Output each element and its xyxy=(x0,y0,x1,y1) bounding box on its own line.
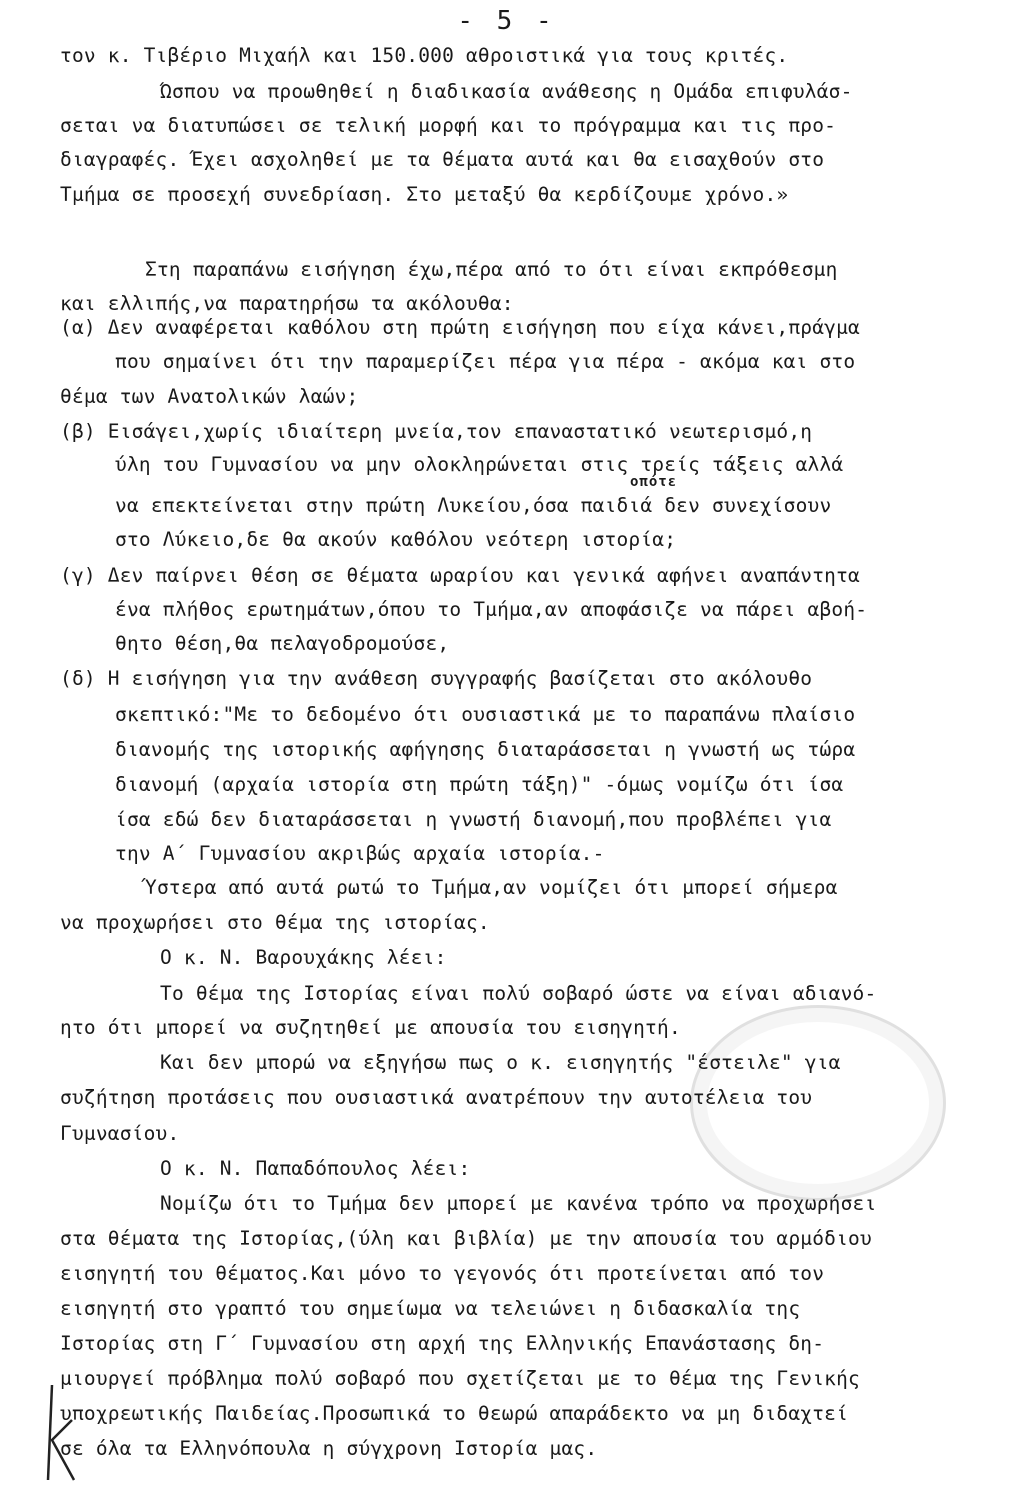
text-line: ένα πλήθος ερωτημάτων,όπου το Τμήμα,αν αποφάσιζε να πάρει αβοή- xyxy=(115,598,868,621)
text-line: και ελλιπής,να παρατηρήσω τα ακόλουθα: xyxy=(60,292,514,315)
text-line: (α) Δεν αναφέρεται καθόλου στη πρώτη εισήγηση που είχα κάνει,πράγμα xyxy=(60,316,860,339)
text-line: ητο ότι μπορεί να συζητηθεί με απουσία του εισηγητή. xyxy=(60,1016,681,1039)
text-line: Νομίζω ότι το Τμήμα δεν μπορεί με κανένα τρόπο να προχωρήσει xyxy=(160,1192,877,1215)
text-line: στο Λύκειο,δε θα ακούν καθόλου νεότερη ιστορία; xyxy=(115,528,677,551)
handwritten-insertion: οπότε xyxy=(630,474,678,490)
text-line: (δ) Η εισήγηση για την ανάθεση συγγραφής βασίζεται στο ακόλουθο xyxy=(60,667,813,690)
text-line: εισηγητή στο γραπτό του σημείωμα να τελειώνει η διδασκαλία της xyxy=(60,1297,801,1320)
text-line: Γυμνασίου. xyxy=(60,1122,180,1145)
text-line: σε όλα τα Ελληνόπουλα η σύγχρονη Ιστορία μας. xyxy=(60,1437,598,1460)
text-line: Ο κ. Ν. Βαρουχάκης λέει: xyxy=(160,946,447,969)
text-line: σεται να διατυπώσει σε τελική μορφή και το πρόγραμμα και τις προ- xyxy=(60,114,837,137)
text-line: Ιστορίας στη Γ΄ Γυμνασίου στη αρχή της Ελληνικής Επανάστασης δη- xyxy=(60,1332,825,1355)
text-line: μιουργεί πρόβλημα πολύ σοβαρό που σχετίζεται με το θέμα της Γενικής xyxy=(60,1367,860,1390)
text-line: (β) Εισάγει,χωρίς ιδιαίτερη μνεία,τον επαναστατικό νεωτερισμό,η xyxy=(60,420,813,443)
text-line: σκεπτικό:"Με το δεδομένο ότι ουσιαστικά με το παραπάνω πλαίσιο xyxy=(115,703,856,726)
text-line: Στη παραπάνω εισήγηση έχω,πέρα από το ότι είναι εκπρόθεσμη xyxy=(145,258,838,281)
text-line: ίσα εδώ δεν διαταράσσεται η γνωστή διανομή,που προβλέπει για xyxy=(115,808,832,831)
text-line: εισηγητή του θέματος.Και μόνο το γεγονός ότι προτείνεται από τον xyxy=(60,1262,825,1285)
faded-stamp xyxy=(690,1005,946,1201)
text-line: θέμα των Ανατολικών λαών; xyxy=(60,385,359,408)
text-line: Και δεν μπορώ να εξηγήσω πως ο κ. εισηγητής "έστειλε" για xyxy=(160,1051,841,1074)
text-line: διανομής της ιστορικής αφήγησης διαταράσσεται η γνωστή ως τώρα xyxy=(115,738,856,761)
text-line: στα θέματα της Ιστορίας,(ύλη και βιβλία) με την απουσία του αρμόδιου xyxy=(60,1227,872,1250)
text-line: να επεκτείνεται στην πρώτη Λυκείου,όσα παιδιά δεν συνεχίσουν xyxy=(115,494,832,517)
text-line: υποχρεωτικής Παιδείας.Προσωπικά το θεωρώ απαράδεκτο να μη διδαχτεί xyxy=(60,1402,849,1425)
text-line: Ύστερα από αυτά ρωτώ το Τμήμα,αν νομίζει ότι μπορεί σήμερα xyxy=(145,876,838,899)
text-line: ύλη του Γυμνασίου να μην ολοκληρώνεται στις τρείς τάξεις αλλά xyxy=(115,453,844,476)
text-line: τον κ. Τιβέριο Μιχαήλ και 150.000 αθροιστικά για τους κριτές. xyxy=(60,44,789,67)
margin-mark-icon xyxy=(22,1380,82,1490)
text-line: που σημαίνει ότι την παραμερίζει πέρα για πέρα - ακόμα και στο xyxy=(115,350,856,373)
text-line: διαγραφές. Έχει ασχοληθεί με τα θέματα αυτά και θα εισαχθούν στο xyxy=(60,148,825,171)
text-line: Ο κ. Ν. Παπαδόπουλος λέει: xyxy=(160,1157,471,1180)
text-line: θητο θέση,θα πελαγοδρομούσε, xyxy=(115,632,450,655)
text-line: να προχωρήσει στο θέμα της ιστορίας. xyxy=(60,911,490,934)
text-line: (γ) Δεν παίρνει θέση σε θέματα ωραρίου και γενικά αφήνει αναπάντητα xyxy=(60,564,860,587)
text-line: την Α΄ Γυμνασίου ακριβώς αρχαία ιστορία.- xyxy=(115,842,605,865)
text-line: συζήτηση προτάσεις που ουσιαστικά ανατρέπουν την αυτοτέλεια του xyxy=(60,1086,813,1109)
text-line: διανομή (αρχαία ιστορία στη πρώτη τάξη)" -όμως νομίζω ότι ίσα xyxy=(115,773,844,796)
text-line: Ώσπου να προωθηθεί η διαδικασία ανάθεσης η Ομάδα επιφυλάσ- xyxy=(160,80,853,103)
text-line: Τμήμα σε προσεχή συνεδρίαση. Στο μεταξύ θα κερδίζουμε χρόνο.» xyxy=(60,183,789,206)
text-line: Το θέμα της Ιστορίας είναι πολύ σοβαρό ώστε να είναι αδιανό- xyxy=(160,982,877,1005)
page-number: - 5 - xyxy=(457,6,556,36)
